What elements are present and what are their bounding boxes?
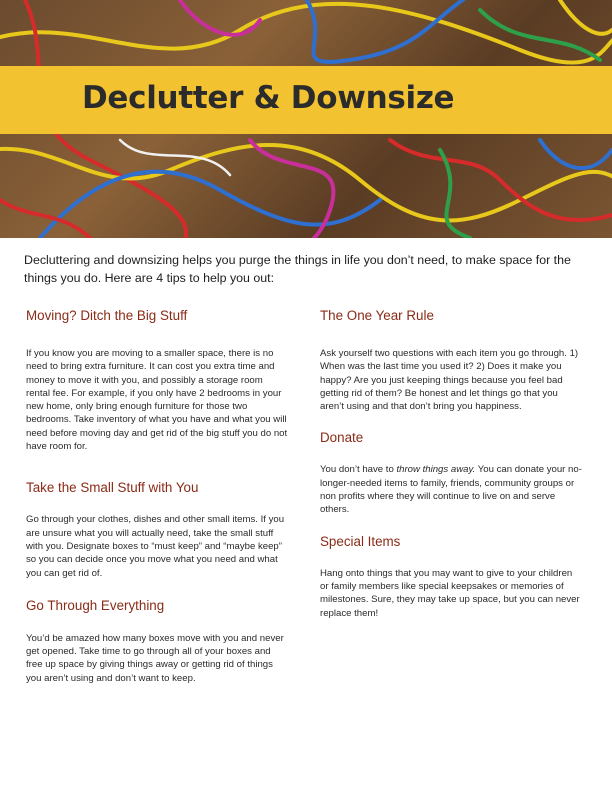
section-title-special: Special Items <box>320 533 401 549</box>
donate-text-emphasis: throw things away. <box>396 464 476 476</box>
section-title-donate: Donate <box>320 430 364 446</box>
header-photo <box>0 0 612 238</box>
section-title-moving: Moving? Ditch the Big Stuff <box>26 308 188 323</box>
title-banner <box>0 66 612 134</box>
donate-text-start: You don’t have to <box>320 464 397 476</box>
intro-text: Decluttering and downsizing helps you purge the things in life you don’t need, to make space for the things you do. Here are 4 tips to help you out: <box>24 253 571 285</box>
section-body-donate <box>320 463 582 516</box>
section-body-one-year: Ask yourself two questions with each item you go through. 1) When was the last time you used it? 2) Does it make you happy? Are you just keeping things because you feel bad getting rid of them? Be honest and let things go that you aren’t using and that don’t bring you happiness. <box>320 348 579 413</box>
left-column <box>26 307 288 685</box>
section-title-everything: Go Through Everything <box>26 597 165 613</box>
donate-text-end: You can donate your no-longer-needed items to family, friends, community groups or non profits where they will continue to live on and serve others. <box>320 464 582 516</box>
section-body-moving: If you know you are moving to a smaller space, there is no need to bring extra furniture. It can cost you extra time and money to move it with you, and possibly a storage room rental fee. For example, if you only have 2 bedrooms in your new home, only bring enough furniture for those two bedrooms. Take inventory of what you have and what you will need before moving day and get rid of the big stuff you do not have room for. <box>26 348 288 453</box>
right-column <box>320 307 582 620</box>
section-body-special: Hang onto things that you may want to give to your children or family members like special keepsakes or memories of milestones. Sure, they may take up space, but you can never replace them! <box>320 567 580 619</box>
section-body-everything: You’d be amazed how many boxes move with you and never get opened. Take time to go through all of your boxes and free up space by giving things away or getting rid of things you aren’t using and don’t want to keep. <box>26 632 284 684</box>
section-title-one-year: The One Year Rule <box>320 308 434 323</box>
section-title-small-stuff: Take the Small Stuff with You <box>26 480 199 496</box>
section-body-small-stuff: Go through your clothes, dishes and other small items. If you are unsure what you will actually need, take the small stuff with you. Designate boxes to “must keep” and “maybe keep” so you can decide once you move what you need and what you can get rid of. <box>26 514 285 579</box>
page-title: Declutter & Downsize <box>82 80 455 116</box>
